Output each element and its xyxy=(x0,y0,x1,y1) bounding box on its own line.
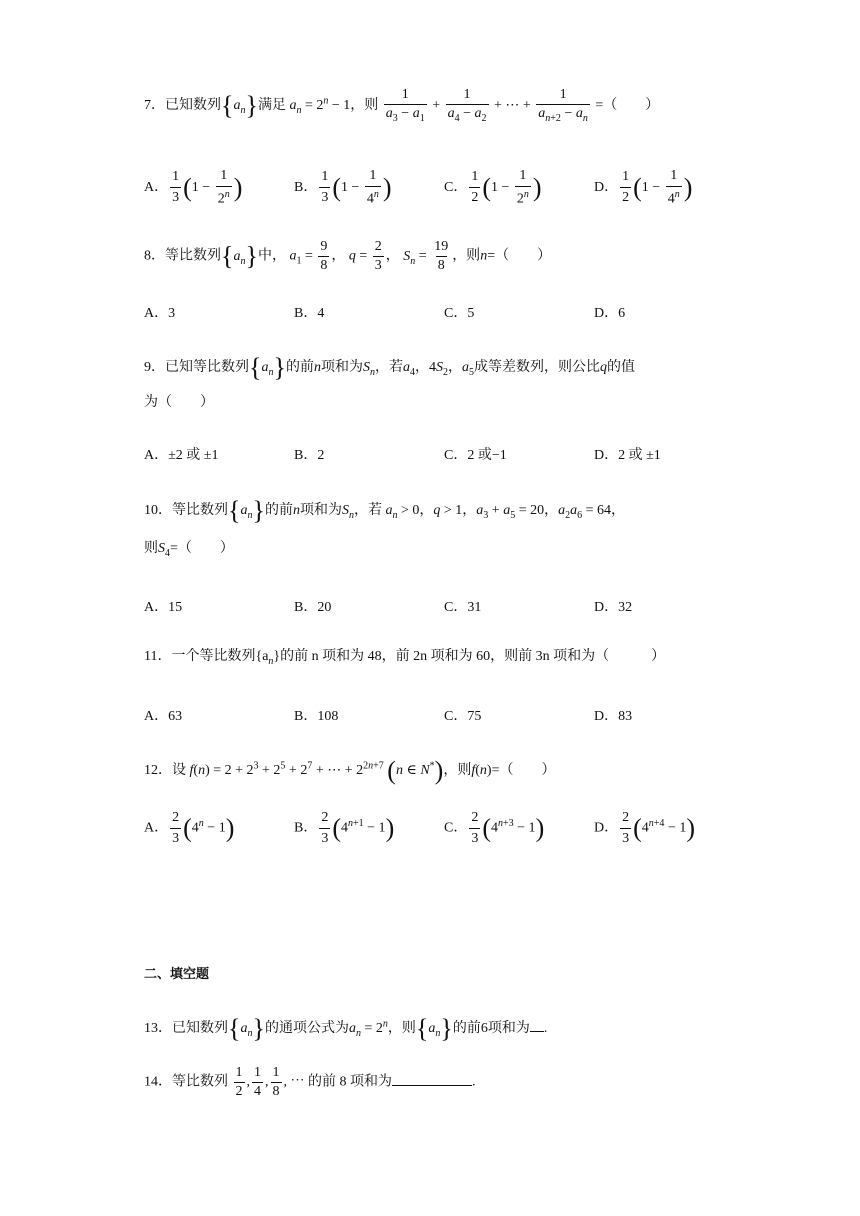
q10-option-d[interactable]: D．32 xyxy=(594,600,633,615)
q7-option-a[interactable]: A． $\frac{1}{3}$ (1 − $\frac{1}{2^n}$ ) xyxy=(144,168,243,207)
q12-option-a[interactable]: A． $\frac{2}{3}$ $(4^n - 1)$ xyxy=(144,810,235,846)
question-7: 7．已知数列$\{a_n\}$满足 $a_n = 2^n - 1$，则 $\frac{1}{a_3 - a_1}$ + $\frac{1}{a_4 - a_2}$ + ⋯ + $\frac{1}{a_{n+2} - a_n}$ =（ ） xyxy=(144,87,660,124)
question-9: 9．已知等比数列$\{a_n\}$的前n项和为$S_n$，若$a_4$，$4S_2$，$a_5$成等差数列，则公比q的值 xyxy=(144,353,635,382)
question-11: 11．一个等比数列$\{a_n\}$的前 n 项和为 48，前 2n 项和为 60，则前 3n 项和为（ ） xyxy=(144,649,666,667)
q8-option-a[interactable]: A．3 xyxy=(144,306,176,321)
q7-option-d[interactable]: D． $\frac{1}{2}$ (1 − $\frac{1}{4^n}$ ) xyxy=(594,168,693,207)
question-9-line2: 为（ ） xyxy=(144,395,214,410)
q10-option-b[interactable]: B．20 xyxy=(294,600,332,615)
question-12: 12．设 $f(n) = 2 + 2^3 + 2^5 + 2^7$ + ⋯ + $2^{2n+7}$ (n ∈ N*)，则f(n)=（ ） xyxy=(144,756,556,785)
question-8: 8．等比数列$\{a_n\}$中， $a_1$ = $\frac{9}{8}$ ， q = $\frac{2}{3}$ ， $S_n$ = $\frac{19}{8}$ ，则n=（ ） xyxy=(144,239,552,273)
q7-option-c[interactable]: C． $\frac{1}{2}$ (1 − $\frac{1}{2^n}$ ) xyxy=(444,168,542,207)
q9-option-d[interactable]: D．2 或 ±1 xyxy=(594,448,661,463)
q8-option-d[interactable]: D．6 xyxy=(594,306,626,321)
q12-option-d[interactable]: D． $\frac{2}{3}$ $(4^{n+4} - 1)$ xyxy=(594,810,696,846)
q8-option-b[interactable]: B．4 xyxy=(294,306,325,321)
q11-option-b[interactable]: B．108 xyxy=(294,709,339,724)
q9-option-c[interactable]: C．2 或−1 xyxy=(444,448,507,463)
q10-option-c[interactable]: C．31 xyxy=(444,600,482,615)
q14-answer-blank[interactable] xyxy=(392,1073,472,1086)
q7-option-b[interactable]: B． $\frac{1}{3}$ (1 − $\frac{1}{4^n}$ ) xyxy=(294,168,392,207)
q9-option-a[interactable]: A．±2 或 ±1 xyxy=(144,448,219,463)
section-title-fill-in: 二、填空题 xyxy=(144,967,210,982)
q12-option-c[interactable]: C． $\frac{2}{3}$ $(4^{n+3} - 1)$ xyxy=(444,810,545,846)
question-10: 10．等比数列$\{a_n\}$的前n项和为$S_n$，若 $a_n > 0$，q > 1，$a_3 + a_5 = 20$，$a_2a_6 = 64$， xyxy=(144,496,625,525)
q11-option-a[interactable]: A．63 xyxy=(144,709,183,724)
q11-option-d[interactable]: D．83 xyxy=(594,709,633,724)
q10-option-a[interactable]: A．15 xyxy=(144,600,183,615)
question-14: 14．等比数列 $\frac{1}{2}$ , $\frac{1}{4}$ , $\frac{1}{8}$ , ⋯ 的前 8 项和为 . xyxy=(144,1065,476,1099)
q11-option-c[interactable]: C．75 xyxy=(444,709,482,724)
question-10-line2: 则$S_4=$（ ） xyxy=(144,541,234,559)
q8-option-c[interactable]: C．5 xyxy=(444,306,475,321)
q13-answer-blank[interactable] xyxy=(530,1019,544,1032)
q12-option-b[interactable]: B． $\frac{2}{3}$ $(4^{n+1} - 1)$ xyxy=(294,810,395,846)
question-13: 13．已知数列$\{a_n\}$的通项公式为$a_n = 2^n$，则$\{a_n\}$的前6项和为 . xyxy=(144,1014,548,1043)
q9-option-b[interactable]: B．2 xyxy=(294,448,325,463)
